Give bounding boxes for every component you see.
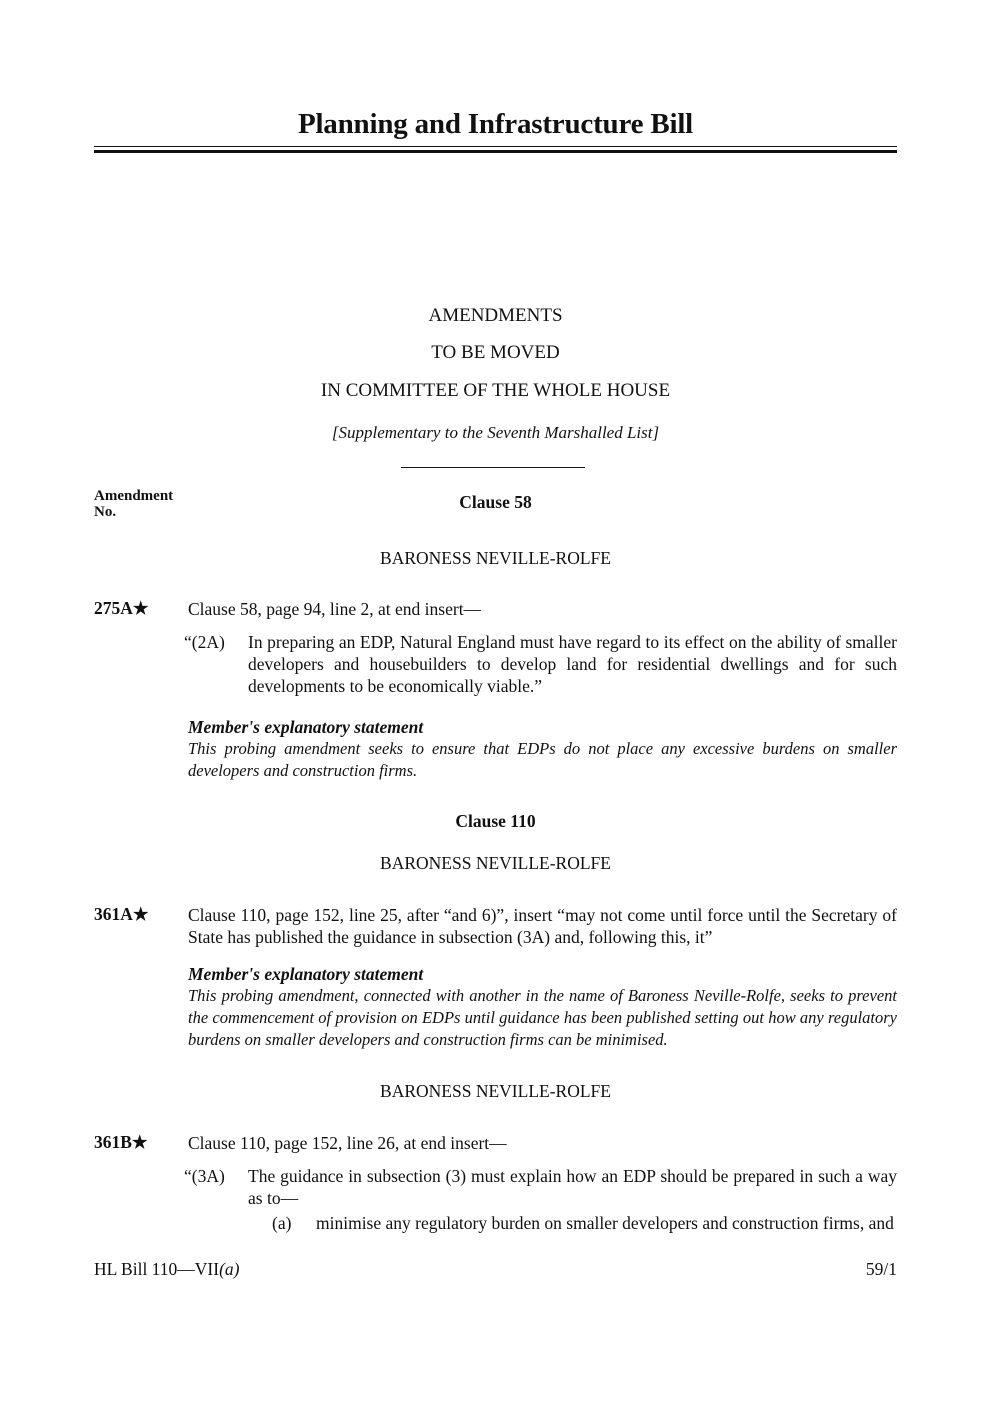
bill-reference-main: HL Bill 110—VII	[94, 1259, 220, 1279]
sponsor-name: BARONESS NEVILLE-ROLFE	[380, 853, 611, 873]
subsection-label: “(2A)	[184, 632, 225, 652]
bill-reference	[94, 1259, 240, 1280]
paragraph-text: minimise any regulatory burden on smaller developers and construction firms, and	[316, 1213, 894, 1233]
sponsor-name: BARONESS NEVILLE-ROLFE	[380, 1081, 611, 1101]
amendment-number: 361A★	[94, 904, 149, 924]
heading-line-2: TO BE MOVED	[431, 342, 560, 363]
amendment-instruction: Clause 110, page 152, line 26, at end insert—	[188, 1133, 507, 1153]
inserted-subsection	[184, 631, 897, 697]
subsection-text: In preparing an EDP, Natural England must have regard to its effect on the ability of smaller developers and housebuilders to develop land for residential dwellings and for such developments to be economically viable.”	[248, 632, 897, 696]
bill-reference-suffix: (a)	[219, 1259, 240, 1279]
page-number: 59/1	[865, 1259, 897, 1279]
amendment-instruction: Clause 110, page 152, line 25, after “and 6)”, insert “may not come until force until the Secretary of State has published the guidance in subsection (3A) and, following this, it”	[188, 905, 897, 947]
heading-line-1: AMENDMENTS	[428, 305, 563, 326]
amendment-number: 275A★	[94, 598, 149, 618]
paragraph-label: (a)	[272, 1213, 292, 1233]
subheading: [Supplementary to the Seventh Marshalled List]	[331, 423, 660, 442]
amendment-instruction: Clause 58, page 94, line 2, at end insert—	[188, 599, 482, 619]
inserted-subsection	[184, 1165, 897, 1209]
section-divider	[401, 467, 585, 468]
clause-heading: Clause 110	[455, 811, 536, 831]
title-rule-thin	[94, 146, 897, 147]
amendment-number: 361B★	[94, 1132, 148, 1152]
clause-heading: Clause 58	[459, 492, 532, 512]
explanatory-statement-heading: Member's explanatory statement	[188, 964, 424, 984]
subsection-label: “(3A)	[184, 1166, 225, 1186]
inserted-paragraph	[264, 1212, 897, 1234]
sponsor-name: BARONESS NEVILLE-ROLFE	[380, 548, 611, 568]
subsection-text: The guidance in subsection (3) must explain how an EDP should be prepared in such a way as to—	[248, 1166, 897, 1208]
heading-line-3: IN COMMITTEE OF THE WHOLE HOUSE	[320, 380, 671, 401]
document-title: Planning and Infrastructure Bill	[297, 108, 694, 140]
explanatory-statement-text: This probing amendment seeks to ensure that EDPs do not place any excessive burdens on smaller developers and construction firms.	[188, 739, 897, 780]
explanatory-statement-text: This probing amendment, connected with another in the name of Baroness Neville-Rolfe, seeks to prevent the commencement of provision on EDPs until guidance has been published setting out how any regulatory burdens on smaller developers and construction firms can be minimised.	[188, 986, 897, 1049]
column-header-line-2: No.	[94, 504, 117, 520]
explanatory-statement-heading: Member's explanatory statement	[188, 717, 424, 737]
title-rule-thick	[94, 150, 897, 153]
column-header-line-1: Amendment	[94, 488, 174, 504]
